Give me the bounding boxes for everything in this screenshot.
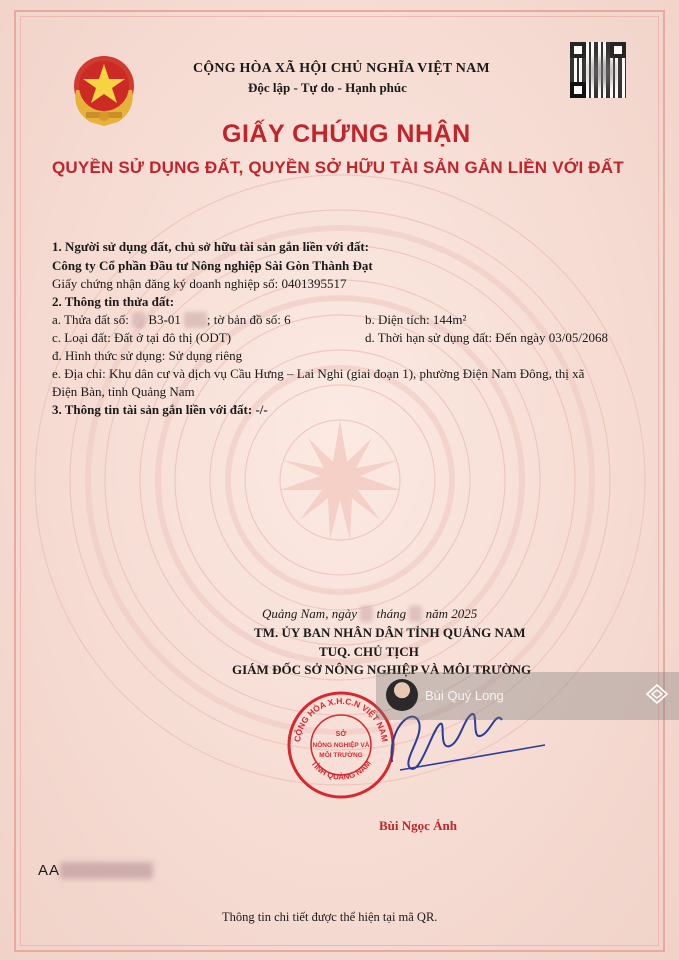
- authorization: TUQ. CHỦ TỊCH: [319, 644, 419, 659]
- certificate-subtitle: QUYỀN SỬ DỤNG ĐẤT, QUYỀN SỞ HỮU TÀI SẢN GẮN LIỀN VỚI ĐẤT: [52, 158, 624, 177]
- serial-number: [38, 862, 153, 879]
- usage-form: đ. Hình thức sử dụng: Sử dụng riêng: [52, 348, 243, 363]
- seal-center-3: MÔI TRƯỜNG: [319, 752, 363, 759]
- watermark-bar: [376, 672, 679, 720]
- redacted-value: [184, 312, 207, 328]
- nation-name: CỘNG HÒA XÃ HỘI CHỦ NGHĨA VIỆT NAM: [193, 61, 490, 76]
- redacted-serial: [60, 862, 153, 879]
- issue-date: [262, 606, 477, 622]
- watermark-logo-icon: [645, 683, 669, 707]
- signer-position: GIÁM ĐỐC SỞ NÔNG NGHIỆP VÀ MÔI TRƯỜNG: [232, 662, 532, 677]
- qr-redaction: [588, 58, 616, 86]
- parcel-label: a. Thửa đất số:: [52, 312, 129, 327]
- qr-footer-note: Thông tin chi tiết được thể hiện tại mã QR.: [222, 910, 438, 924]
- seal-center-2: NÔNG NGHIỆP VÀ: [312, 742, 370, 749]
- date-year: năm 2025: [425, 606, 478, 621]
- business-registration: Giấy chứng nhận đăng ký doanh nghiệp số: 0401395517: [52, 276, 347, 291]
- avatar: [386, 679, 418, 711]
- national-motto: Độc lập - Tự do - Hạnh phúc: [248, 80, 407, 95]
- redacted-value: [132, 312, 145, 328]
- map-sheet: ; tờ bản đồ số: 6: [206, 312, 291, 327]
- land-type: c. Loại đất: Đất ở tại đô thị (ODT): [52, 330, 232, 345]
- section1-heading: 1. Người sử dụng đất, chủ sở hữu tài sản gắn liền với đất:: [52, 239, 369, 254]
- serial-prefix: AA: [38, 862, 61, 879]
- qr-finder-pattern: [570, 82, 586, 98]
- watermark-name: Bùi Quý Long: [425, 688, 504, 703]
- parcel-number: [52, 312, 291, 328]
- address-line-2: Điện Bàn, tỉnh Quảng Nam: [52, 384, 195, 399]
- redacted-day: [360, 606, 373, 622]
- signer-name: Bùi Ngọc Ảnh: [379, 818, 458, 833]
- address-line-1: e. Địa chỉ: Khu dân cư và dịch vụ Cầu Hưng – Lai Nghi (giai đoạn 1), phường Điện Nam Đông, thị xã: [52, 366, 585, 381]
- section3-heading: 3. Thông tin tài sản gắn liền với đất: -/-: [52, 402, 268, 417]
- seal-center-1: SỞ: [335, 731, 347, 738]
- issuing-org: TM. ỦY BAN NHÂN DÂN TỈNH QUẢNG NAM: [254, 625, 526, 640]
- redacted-month: [409, 606, 422, 622]
- certificate-title: GIẤY CHỨNG NHẬN: [222, 120, 471, 148]
- national-emblem-icon: [68, 50, 140, 130]
- date-month-label: tháng: [376, 606, 407, 621]
- section2-heading: 2. Thông tin thửa đất:: [52, 294, 175, 309]
- seal-bottom-text: TỈNH QUẢNG NAM: [309, 758, 373, 782]
- seal-top-text: CỘNG HÒA X.H.C.N VIỆT NAM: [292, 695, 390, 743]
- parcel-area: b. Diện tích: 144m²: [365, 312, 467, 327]
- date-prefix: Quảng Nam, ngày: [262, 606, 357, 621]
- usage-term: d. Thời hạn sử dụng đất: Đến ngày 03/05/2068: [365, 330, 608, 345]
- parcel-code: B3-01: [148, 312, 181, 327]
- owner-name: Công ty Cổ phần Đầu tư Nông nghiệp Sài Gòn Thành Đạt: [52, 258, 373, 273]
